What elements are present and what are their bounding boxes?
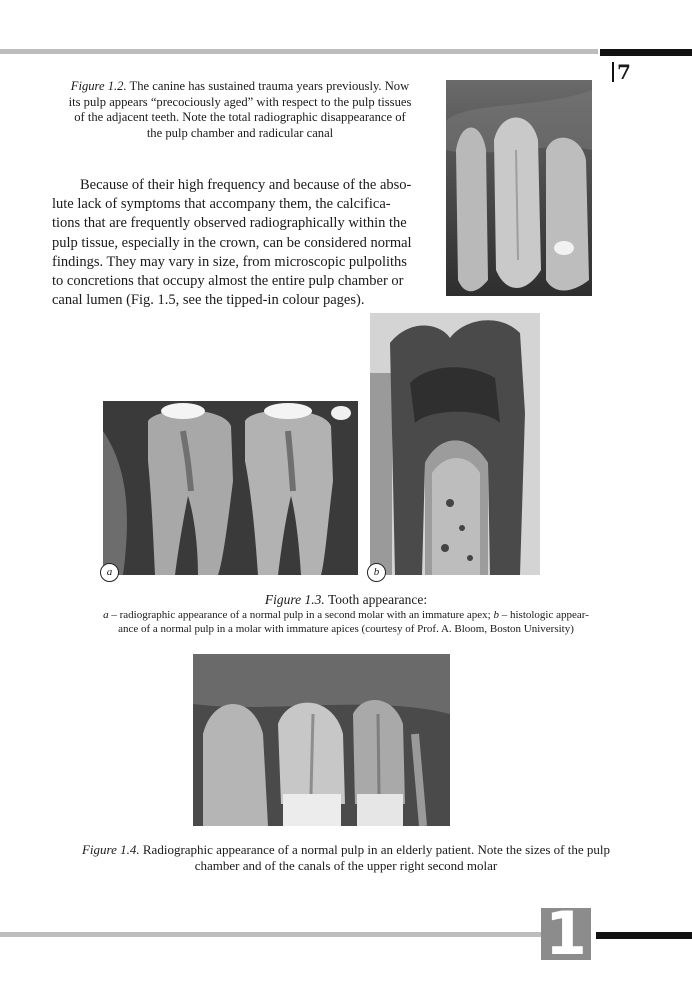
footer-rule-grey xyxy=(0,932,542,937)
radiograph-molar-image xyxy=(103,401,358,575)
page-number: 7 xyxy=(612,62,631,82)
chapter-number-tab xyxy=(541,908,591,960)
figure-label: Figure 1.4. xyxy=(81,842,140,857)
radiograph-elderly-image xyxy=(193,654,450,826)
figure-1-3b-histology xyxy=(370,313,540,575)
body-line: pulp tissue, especially in the crown, can be considered normal xyxy=(52,234,412,251)
caption-text: The canine has sustained trauma years previously. Now xyxy=(129,79,410,93)
caption-title: Tooth appearance: xyxy=(327,592,428,607)
caption-line: of the adjacent teeth. Note the total radiographic disappearance of xyxy=(74,110,406,124)
panel-label-b: b xyxy=(367,563,386,582)
chapter-number: 1 xyxy=(545,908,587,960)
caption-line xyxy=(44,608,648,622)
body-line: tions that are frequently observed radiographically within the xyxy=(52,215,407,232)
caption-line: the pulp chamber and radicular canal xyxy=(146,125,334,140)
figure-1-4-caption xyxy=(46,842,646,874)
panel-label-a: a xyxy=(100,563,119,582)
figure-1-2-caption xyxy=(50,79,430,141)
caption-line xyxy=(50,79,430,95)
figure-1-3a-radiograph xyxy=(103,401,358,575)
body-line: canal lumen (Fig. 1.5, see the tipped-in colour pages). xyxy=(52,292,365,309)
histology-molar-image xyxy=(370,313,540,575)
panel-ref-b: b xyxy=(493,608,499,621)
caption-title-line xyxy=(44,592,648,608)
figure-1-3-caption xyxy=(44,592,648,636)
caption-text: Radiographic appearance of a normal pulp in an elderly patient. Note the sizes of the pulp xyxy=(142,842,611,857)
body-line: findings. They may vary in size, from microscopic pulpoliths xyxy=(52,253,407,270)
caption-line: its pulp appears “precociously aged” with respect to the pulp tissues xyxy=(68,94,412,109)
caption-text: – radiographic appearance of a normal pulp in a second molar with an immature apex; xyxy=(108,608,494,621)
figure-1-2-radiograph xyxy=(446,80,592,296)
figure-1-4-radiograph xyxy=(193,654,450,826)
caption-line: ance of a normal pulp in a molar with immature apices (courtesy of Prof. A. Bloom, Boston University) xyxy=(118,622,574,635)
header-rule-grey xyxy=(0,49,598,54)
panel-ref-a: a xyxy=(103,608,109,621)
figure-label: Figure 1.3. xyxy=(264,592,325,607)
caption-text: – histologic appear- xyxy=(498,608,589,621)
figure-label: Figure 1.2. xyxy=(70,79,127,93)
body-line: lute lack of symptoms that accompany them, the calcifica- xyxy=(52,196,391,213)
header-rule-black xyxy=(600,49,692,56)
body-line: Because of their high frequency and because of the abso- xyxy=(80,177,412,193)
caption-line xyxy=(46,842,646,858)
caption-line: chamber and of the canals of the upper right second molar xyxy=(194,858,498,873)
body-line: to concretions that occupy almost the entire pulp chamber or xyxy=(52,273,404,290)
footer-rule-black xyxy=(596,932,692,939)
body-paragraph xyxy=(52,176,432,310)
radiograph-canine-image xyxy=(446,80,592,296)
